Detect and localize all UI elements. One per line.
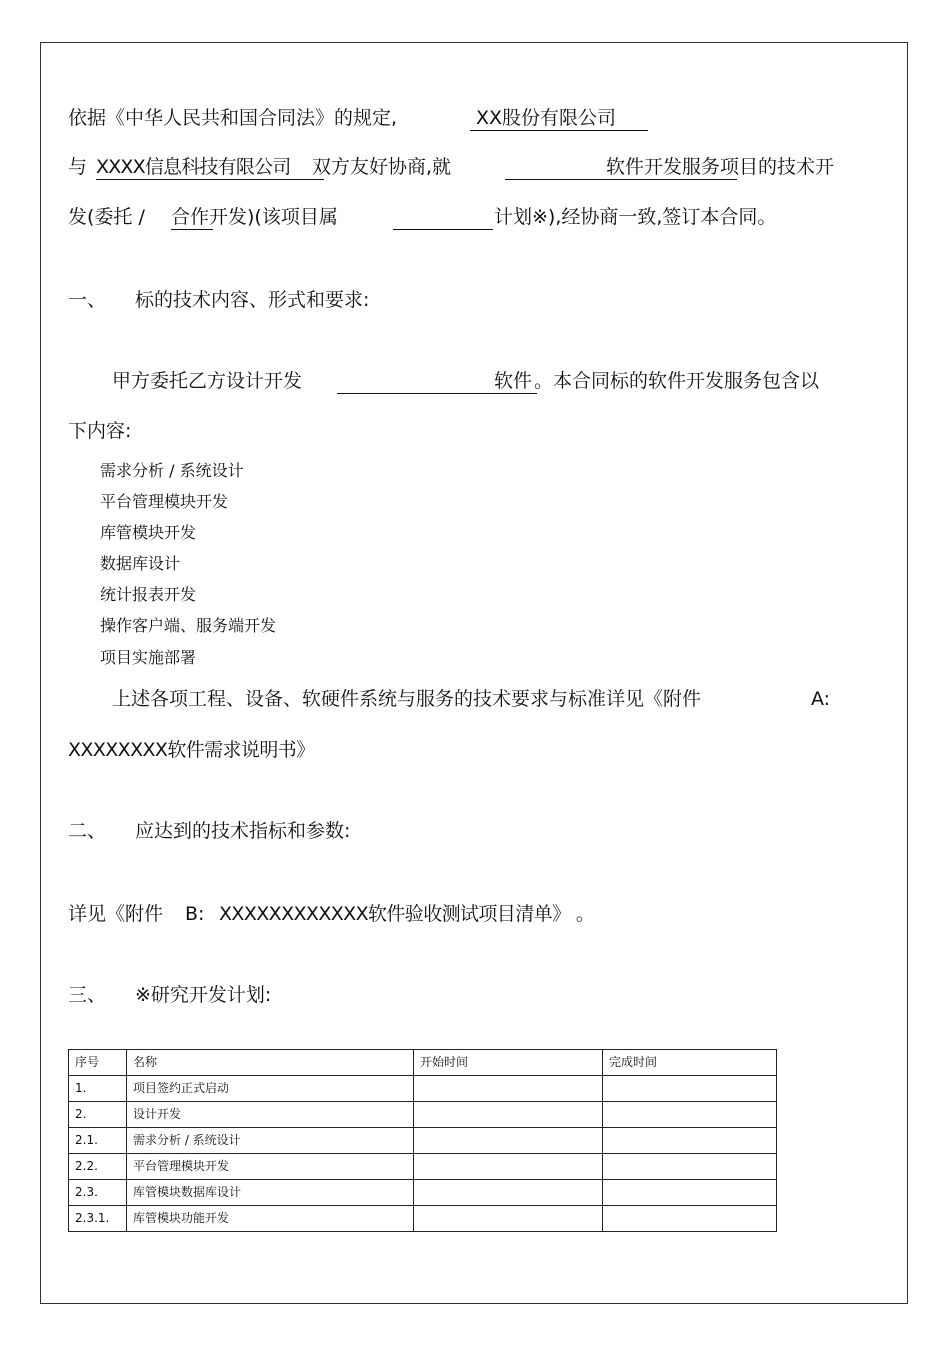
content-list-item: 需求分析 / 系统设计 bbox=[100, 461, 244, 480]
attachment-b-label: B: bbox=[185, 903, 205, 925]
content-list-item: 统计报表开发 bbox=[100, 585, 197, 604]
intro-line1-text: 依据《中华人民共和国合同法》的规定, bbox=[68, 107, 398, 129]
cell-start bbox=[414, 1076, 603, 1102]
cell-start bbox=[414, 1128, 603, 1154]
party-b-name: XXXX信息科技有限公司 bbox=[96, 156, 291, 178]
table-header-row bbox=[69, 1050, 777, 1076]
project-name-underline bbox=[505, 179, 737, 180]
cell-start bbox=[414, 1154, 603, 1180]
table-row bbox=[69, 1154, 777, 1180]
cell-start bbox=[414, 1102, 603, 1128]
section2-title: 应达到的技术指标和参数: bbox=[135, 820, 351, 842]
cell-seq: 2.1. bbox=[69, 1128, 127, 1154]
cell-name: 库管模块功能开发 bbox=[127, 1206, 414, 1232]
table-row bbox=[69, 1076, 777, 1102]
cell-name: 需求分析 / 系统设计 bbox=[127, 1128, 414, 1154]
cell-seq: 2. bbox=[69, 1102, 127, 1128]
cell-finish bbox=[603, 1206, 777, 1232]
software-name-underline bbox=[337, 393, 537, 394]
cell-finish bbox=[603, 1076, 777, 1102]
cell-seq: 2.2. bbox=[69, 1154, 127, 1180]
col-header-seq: 序号 bbox=[69, 1050, 127, 1076]
attachment-a-label: A: bbox=[811, 688, 831, 710]
col-header-start: 开始时间 bbox=[414, 1050, 603, 1076]
cell-name: 设计开发 bbox=[127, 1102, 414, 1128]
attachment-b-title: XXXXXXXXXXXX软件验收测试项目清单》 。 bbox=[219, 903, 595, 925]
dev-type: 合作开发 bbox=[171, 206, 248, 228]
content-list-item: 项目实施部署 bbox=[100, 648, 197, 667]
table-row bbox=[69, 1128, 777, 1154]
intro-line3-text-b: )(该项目属 bbox=[247, 206, 338, 228]
cell-seq: 1. bbox=[69, 1076, 127, 1102]
table-row bbox=[69, 1102, 777, 1128]
party-b-underline bbox=[96, 179, 324, 180]
cell-name: 项目签约正式启动 bbox=[127, 1076, 414, 1102]
attachment-a-title: XXXXXXXX软件需求说明书》 bbox=[68, 739, 315, 761]
dev-type-underline bbox=[171, 229, 213, 230]
cell-finish bbox=[603, 1154, 777, 1180]
col-header-name: 名称 bbox=[127, 1050, 414, 1076]
section2-number: 二、 bbox=[68, 820, 107, 842]
cell-start bbox=[414, 1180, 603, 1206]
section3-number: 三、 bbox=[68, 984, 107, 1006]
cell-name: 库管模块数据库设计 bbox=[127, 1180, 414, 1206]
cell-seq: 2.3. bbox=[69, 1180, 127, 1206]
section1-paragraph: 甲方委托乙方设计开发 bbox=[112, 370, 303, 392]
intro-line2-prefix: 与 bbox=[68, 156, 88, 178]
party-a-name: XX股份有限公司 bbox=[476, 107, 617, 129]
dev-plan-table bbox=[68, 1049, 777, 1232]
cell-finish bbox=[603, 1128, 777, 1154]
section2-detail: 详见《附件 bbox=[68, 903, 164, 925]
table-row bbox=[69, 1180, 777, 1206]
col-header-finish: 完成时间 bbox=[603, 1050, 777, 1076]
project-name: 软件开发服务项目的技术开 bbox=[606, 156, 835, 178]
section1-title: 标的技术内容、形式和要求: bbox=[135, 289, 370, 311]
section1-number: 一、 bbox=[68, 289, 107, 311]
content-list-item: 数据库设计 bbox=[100, 554, 181, 573]
intro-line3-text: 发(委托 / bbox=[68, 206, 145, 228]
section1-paragraph-c: 下内容: bbox=[68, 420, 132, 442]
section1-paragraph-b: 。本合同标的软件开发服务包含以 bbox=[534, 370, 820, 392]
software-word: 软件 bbox=[494, 370, 533, 392]
cell-finish bbox=[603, 1180, 777, 1206]
cell-seq: 2.3.1. bbox=[69, 1206, 127, 1232]
section3-title: ※研究开发计划: bbox=[135, 984, 272, 1006]
party-a-underline bbox=[470, 130, 648, 131]
cell-start bbox=[414, 1206, 603, 1232]
requirements-text: 上述各项工程、设备、软硬件系统与服务的技术要求与标准详见《附件 bbox=[112, 688, 702, 710]
content-list-item: 平台管理模块开发 bbox=[100, 492, 229, 511]
cell-name: 平台管理模块开发 bbox=[127, 1154, 414, 1180]
table-row bbox=[69, 1206, 777, 1232]
cell-finish bbox=[603, 1102, 777, 1128]
content-list-item: 操作客户端、服务端开发 bbox=[100, 616, 277, 635]
plan-blank-underline bbox=[393, 229, 493, 230]
intro-line3-text-c: 计划※),经协商一致,签订本合同。 bbox=[494, 206, 777, 228]
content-list-item: 库管模块开发 bbox=[100, 523, 197, 542]
intro-line2-text: 双方友好协商,就 bbox=[312, 156, 452, 178]
